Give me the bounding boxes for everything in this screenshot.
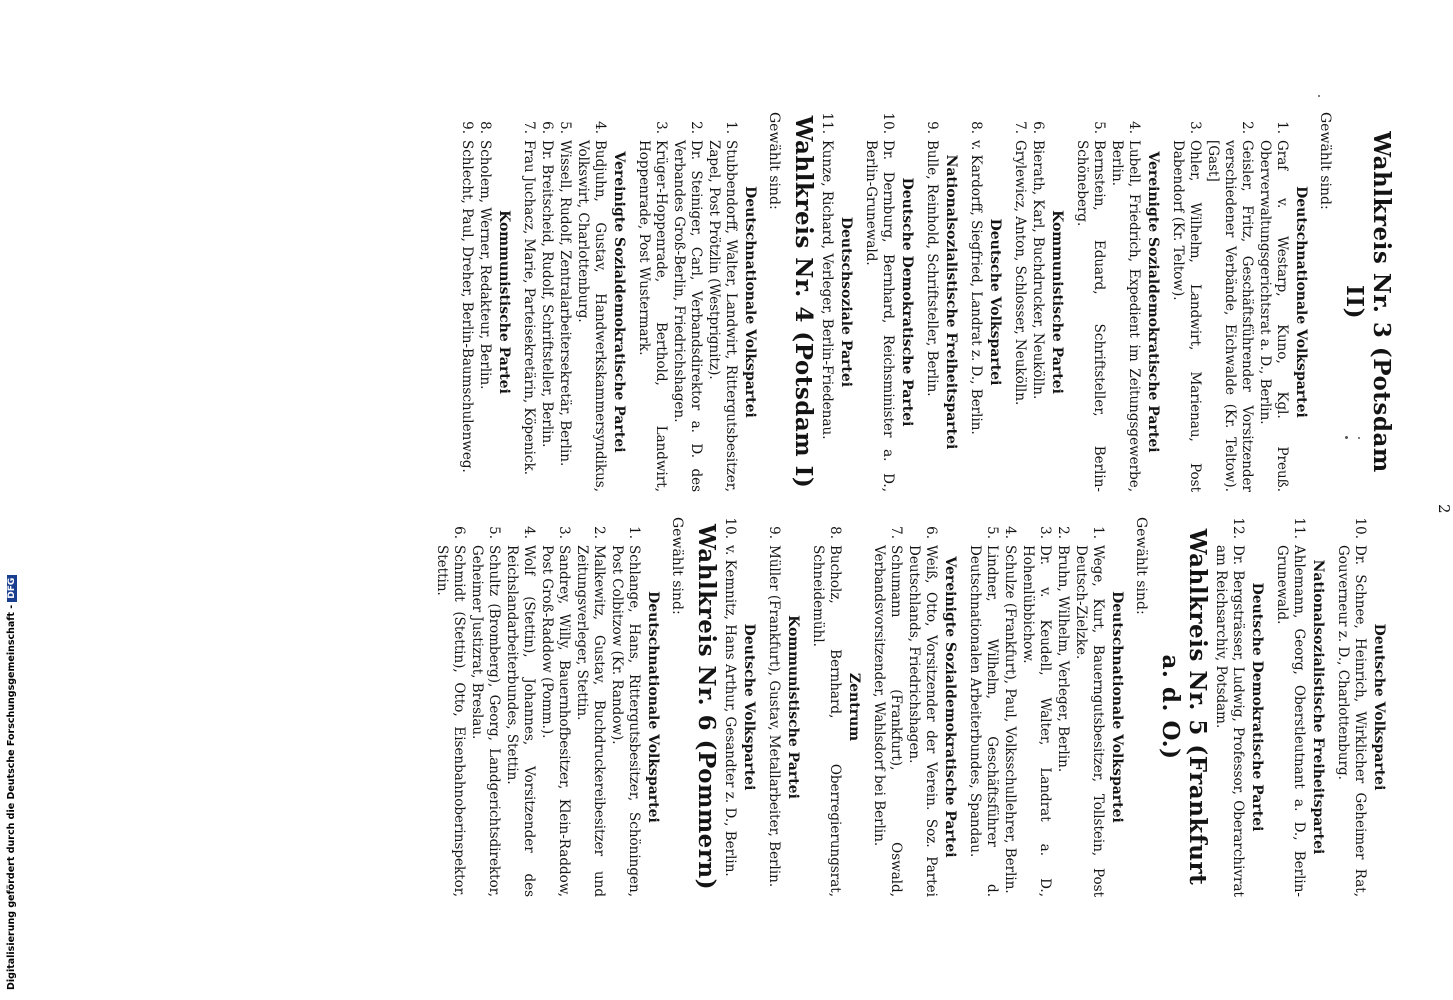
candidate-entry <box>765 517 782 897</box>
elected-label: Gewählt sind: <box>766 112 782 210</box>
candidate-text: Graf v. Westarp, Kuno, Kgl. Preuß. Oberverwaltungsgerichtsrat a. D., Berlin. <box>1257 140 1290 492</box>
candidate-text: Schlecht, Paul, Dreher, Berlin-Baumschulenweg. <box>459 140 475 473</box>
candidate-entry <box>503 517 537 897</box>
candidate-number: 6. <box>923 526 939 539</box>
candidate-entry <box>966 517 1000 897</box>
candidate-text: Schlange, Hans, Rittergutsbesitzer, Schöningen, Post Colbitzow (Kr. Randow). <box>609 545 642 897</box>
candidate-entry <box>1011 112 1028 492</box>
candidate-entry <box>520 112 537 492</box>
candidate-text: Wissell, Rudolf, Zentralarbeitersekretär, Berlin. <box>557 140 573 467</box>
candidate-number: 3. <box>1187 121 1203 134</box>
candidate-text: Ohler, Wilhelm, Landwirt, Marienau, Post Dabendorf (Kr. Teltow). <box>1170 140 1203 492</box>
party-name: Nationalsozialistische Freiheitspartei <box>1310 559 1326 855</box>
candidate-entry <box>870 517 904 897</box>
candidate-number: 1. <box>1090 526 1106 539</box>
party-name: Nationalsozialistische Freiheitspartei <box>943 154 959 450</box>
candidate-entry <box>1212 517 1246 897</box>
candidate-text: Grylewicz, Anton, Schlosser, Neukölln. <box>1012 140 1028 406</box>
scan-speck <box>1318 95 1320 97</box>
candidate-entry <box>1073 112 1107 492</box>
candidate-number: 9. <box>924 121 940 134</box>
party-name: Vereinigte Sozialdemokratische Partei <box>1145 151 1161 453</box>
candidate-number: 3. <box>1037 526 1053 539</box>
candidate-number: 2. <box>1239 121 1255 134</box>
candidate-number: 4. <box>521 526 537 539</box>
candidate-number: 7. <box>521 121 537 134</box>
candidate-text: Lubell, Friedrich, Expedient im Zeitungsgewerbe, Berlin. <box>1109 140 1142 492</box>
section-heading: Wahlkreis Nr. 3 (Potsdam II) <box>1341 131 1395 473</box>
candidate-number: 3. <box>556 526 572 539</box>
candidate-text: Stubbendorff, Walter, Landwirt, Rittergutsbesitzer, Zapel, Post Prötzlin (Westprignitz). <box>706 140 739 492</box>
candidate-text: Schultz (Bromberg), Georg, Landgerichtsdirektor, Geheimer Justizrat, Breslau. <box>469 545 502 897</box>
party-name: Deutsche Volkspartei <box>1371 623 1387 791</box>
candidate-text: Dr. Schnee, Heinrich, Wirklicher Geheimer Rat, Gouverneur z. D., Charlottenburg. <box>1335 545 1368 897</box>
candidate-number: 9. <box>766 526 782 539</box>
candidate-number: 5. <box>984 526 1000 539</box>
elected-label: Gewählt sind: <box>1133 517 1149 615</box>
candidate-entry <box>458 112 475 492</box>
wahlkreis-section <box>433 517 720 897</box>
candidate-text: Bernstein, Eduard, Schriftsteller, Berlin-Schöneberg. <box>1074 140 1107 492</box>
party-name: Deutschnationale Volkspartei <box>1109 591 1125 823</box>
candidate-number: 5. <box>557 121 573 134</box>
candidate-text: Bruhn, Wilhelm, Verleger, Berlin. <box>1055 545 1071 773</box>
candidate-number: 5. <box>1091 121 1107 134</box>
candidate-text: Dr. Steiniger, Carl, Verbandsdirektor a. D. des Verbandes Groß-Berlin, Friedrichshagen. <box>671 140 704 492</box>
wahlkreis-section <box>818 112 1395 492</box>
candidate-text: v. Kemnitz, Hans Arthur, Gesandter z. D., Berlin. <box>722 545 738 877</box>
scan-speck <box>1345 436 1348 439</box>
candidate-number: 7. <box>1012 121 1028 134</box>
candidate-number: 6. <box>1030 121 1046 134</box>
candidate-number: 7. <box>888 526 904 539</box>
party-name: Deutschnationale Volkspartei <box>1293 186 1309 418</box>
party-name: Kommunistische Partei <box>1049 210 1065 394</box>
candidate-number: 12. <box>1230 517 1246 539</box>
elected-label: Gewählt sind: <box>1317 112 1333 210</box>
candidate-text: Müller (Frankfurt), Gustav, Metallarbeiter, Berlin. <box>766 545 782 888</box>
candidate-number: 2. <box>591 526 607 539</box>
candidate-entry <box>1204 112 1255 492</box>
party-name: Vereinigte Sozialdemokratische Partei <box>942 556 958 858</box>
candidate-entry <box>1001 517 1018 897</box>
party-name: Kommunistische Partei <box>496 210 512 394</box>
column-left <box>457 112 1395 492</box>
candidate-text: Bucholz, Bernhard, Oberregierungsrat, Schneidemühl. <box>810 545 843 897</box>
candidate-number: 4. <box>592 121 608 134</box>
candidate-entry <box>433 517 467 897</box>
candidate-text: Krüger-Hoppenrade, Berthold, Landwirt, Hoppenrade, Post Wustermark. <box>636 140 669 492</box>
candidate-number: 5. <box>486 526 502 539</box>
party-name: Deutsche Demokratische Partei <box>899 177 915 427</box>
candidate-number: 11. <box>1291 517 1307 539</box>
wahlkreis-section <box>721 517 1211 897</box>
candidate-number: 2. <box>688 121 704 134</box>
candidate-entry <box>556 112 573 492</box>
candidate-entry <box>809 517 843 897</box>
candidate-entry <box>818 112 835 492</box>
candidate-text: Frau Juchacz, Marie, Parteisekretärin, Köpenick. <box>521 140 537 476</box>
candidate-text: Geisler, Fritz, Geschäftsführender Vorsitzender verschiedener Verbände, Eichwalde (Kr. Teltow). [Gast] <box>1205 140 1255 492</box>
candidate-number: 8. <box>827 526 843 539</box>
elected-label: Gewählt sind: <box>669 517 685 615</box>
candidate-text: Wolf (Stettin), Johannes, Vorsitzender des Reichslandarbeiterbundes, Stettin. <box>504 545 537 897</box>
candidate-number: 8. <box>477 121 493 134</box>
candidate-text: Dr. Breitscheid, Rudolf, Schriftsteller, Berlin. <box>539 140 555 448</box>
candidate-number: 2. <box>1055 526 1071 539</box>
candidate-text: Sandrey, Willy, Bauernhofbesitzer, Klein-Raddow, Post Groß-Raddow (Pomm.). <box>539 545 572 897</box>
candidate-entry <box>1108 112 1142 492</box>
candidate-entry <box>573 517 607 897</box>
section-heading: Wahlkreis Nr. 4 (Potsdam I) <box>790 115 817 489</box>
candidate-entry <box>862 112 896 492</box>
column-right <box>432 517 1395 897</box>
candidate-number: 8. <box>968 121 984 134</box>
digitization-footer <box>6 575 17 990</box>
candidate-number: 9. <box>459 121 475 134</box>
candidate-text: Lindner, Wilhelm, Geschäftsführer d. Deutschnationalen Arbeiterbundes, Spandau. <box>967 545 1000 897</box>
candidate-entry <box>670 112 704 492</box>
candidate-number: 10. <box>880 112 896 134</box>
candidate-entry <box>1334 517 1368 897</box>
candidate-text: Kunze, Richard, Verleger, Berlin-Friedenau. <box>819 140 835 440</box>
candidate-text: Schmidt (Stettin), Otto, Eisenbahnoberinspektor, Stettin. <box>434 545 467 897</box>
candidate-entry <box>468 517 502 897</box>
footer-text: Digitalisierung gefördert durch die Deutsche Forschungsgemeinschaft - <box>6 604 17 990</box>
section-heading: Wahlkreis Nr. 5 (Frankfurt a. d. O.) <box>1157 528 1211 886</box>
candidate-number: 3. <box>653 121 669 134</box>
candidate-number: 4. <box>1126 121 1142 134</box>
candidate-text: Ahlemann, Georg, Oberstleutnant a. D., Berlin-Grunewald. <box>1274 545 1307 897</box>
dfg-logo: DFG <box>7 575 17 602</box>
party-name: Zentrum <box>846 672 862 742</box>
candidate-entry <box>1273 517 1307 897</box>
candidate-entry <box>905 517 939 897</box>
candidate-text: Bierath, Karl, Buchdrucker, Neukölln. <box>1030 140 1046 400</box>
candidate-number: 10. <box>722 517 738 539</box>
candidate-entry <box>1169 112 1203 492</box>
candidate-number: 10. <box>1352 517 1368 539</box>
candidate-entry <box>538 112 555 492</box>
candidate-entry <box>1019 517 1053 897</box>
candidate-number: 11. <box>819 112 835 134</box>
candidate-text: Bulle, Reinhold, Schriftsteller, Berlin. <box>924 140 940 397</box>
candidate-entry <box>538 517 572 897</box>
candidate-entry <box>1072 517 1106 897</box>
candidate-text: Budjuhn, Gustav, Handwerkskammersyndikus, Volkswirt, Charlottenburg. <box>575 140 608 492</box>
candidate-entry <box>1054 517 1071 897</box>
party-name: Deutschnationale Volkspartei <box>645 591 661 823</box>
page-number: 2 <box>1435 504 1453 514</box>
section-heading: Wahlkreis Nr. 6 (Pommern) <box>693 523 720 891</box>
candidate-entry <box>923 112 940 492</box>
candidate-text: Weiß, Otto, Vorsitzender der Verein. Soz. Partei Deutschlands, Friedrichshagen. <box>906 545 939 897</box>
candidate-text: v. Kardorff, Siegfried, Landrat z. D., Berlin. <box>968 140 984 435</box>
candidate-entry <box>476 112 493 492</box>
candidate-number: 1. <box>1274 121 1290 134</box>
party-name: Vereinigte Sozialdemokratische Partei <box>611 151 627 453</box>
candidate-text: Wege, Kurt, Bauerngutsbesitzer, Tollstein, Post Deutsch-Zielzke. <box>1073 545 1106 897</box>
candidate-entry <box>574 112 608 492</box>
candidate-text: Malkewitz, Gustav, Buchdruckereibesitzer und Zeitungsverleger, Stettin. <box>574 545 607 897</box>
party-name: Deutschsoziale Partei <box>838 216 854 388</box>
scan-speck <box>1358 437 1360 439</box>
candidate-entry <box>635 112 669 492</box>
candidate-text: Dr. Bergsträsser, Ludwig, Professor, Oberarchivrat am Reichsarchiv, Potsdam. <box>1213 545 1246 897</box>
candidate-text: Schulze (Frankfurt), Paul, Volksschullehrer, Berlin. <box>1002 545 1018 894</box>
candidate-number: 6. <box>451 526 467 539</box>
candidate-entry <box>608 517 642 897</box>
candidate-entry <box>721 517 738 897</box>
party-name: Deutschnationale Volkspartei <box>742 186 758 418</box>
candidate-entry <box>1256 112 1290 492</box>
party-name: Deutsche Demokratische Partei <box>1249 582 1265 832</box>
candidate-number: 1. <box>626 526 642 539</box>
rotated-text-block <box>135 112 1453 912</box>
party-name: Deutsche Volkspartei <box>987 218 1003 386</box>
candidate-entry <box>705 112 739 492</box>
party-name: Deutsche Volkspartei <box>741 623 757 791</box>
party-name: Kommunistische Partei <box>785 615 801 799</box>
wahlkreis-section <box>1212 517 1387 897</box>
candidate-text: Dr. Dernburg, Bernhard, Reichsminister a. D., Berlin-Grunewald. <box>863 140 896 492</box>
candidate-entry <box>1029 112 1046 492</box>
candidate-text: Scholem, Werner, Redakteur, Berlin. <box>477 140 493 390</box>
candidate-text: Dr. v. Keudell, Walter, Landrat a. D., Hohenlübbichow. <box>1020 545 1053 897</box>
wahlkreis-section <box>458 112 817 492</box>
candidate-number: 6. <box>539 121 555 134</box>
candidate-entry <box>967 112 984 492</box>
candidate-number: 4. <box>1002 526 1018 539</box>
candidate-number: 1. <box>723 121 739 134</box>
candidate-text: Schumann (Frankfurt), Oswald, Verbandsvorsitzender, Wahlsdorf bei Berlin. <box>871 545 904 897</box>
